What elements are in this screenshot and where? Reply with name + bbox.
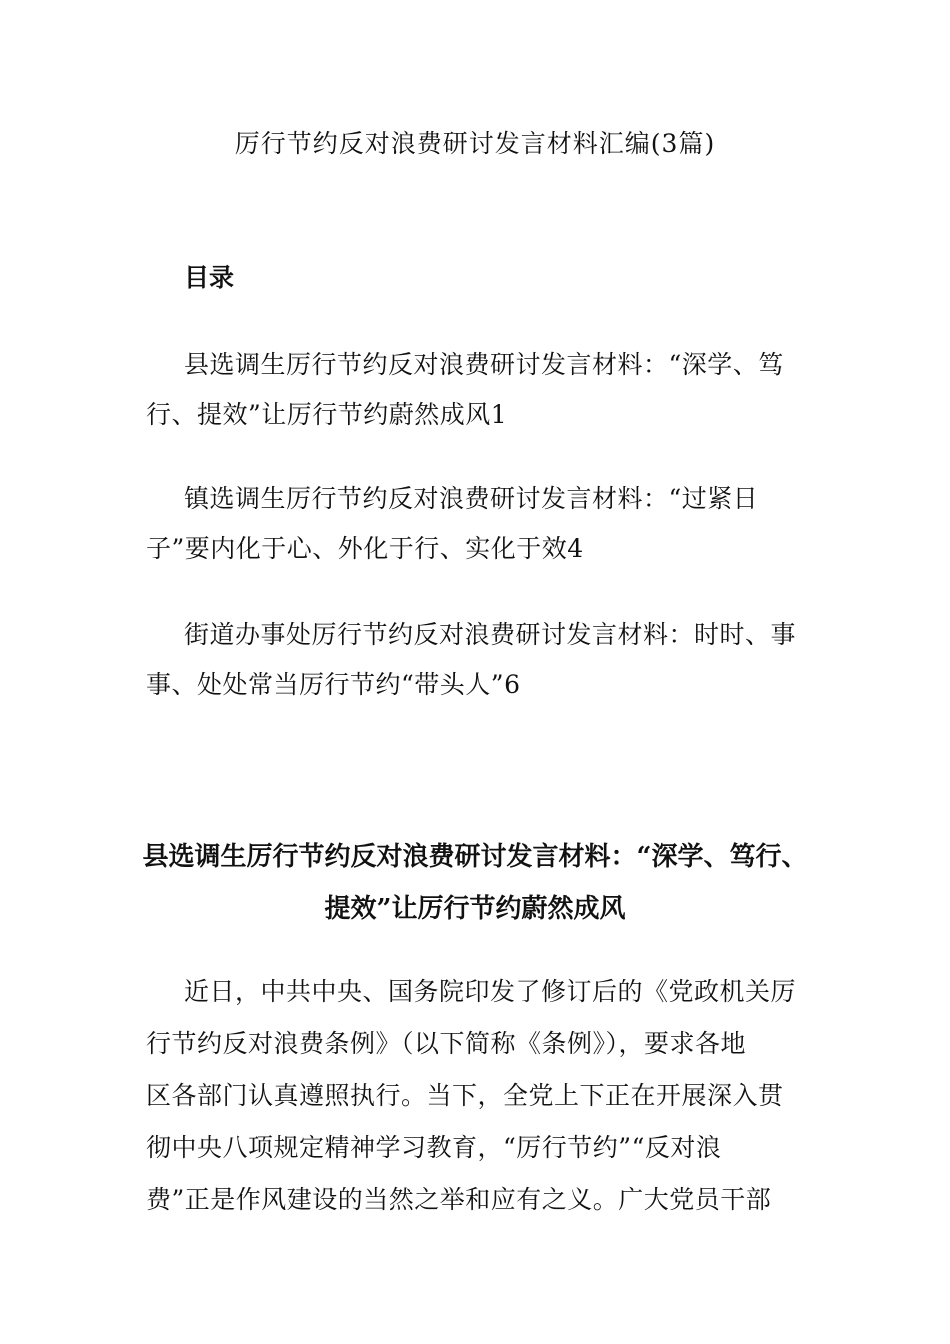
document-title: 厉行节约反对浪费研讨发言材料汇编(3篇) — [234, 129, 716, 158]
paragraph-line: 区各部门认真遵照执行。当下，全党上下正在开展深入贯 — [146, 1081, 784, 1110]
paragraph-line: 彻中央八项规定精神学习教育，“厉行节约”“反对浪 — [146, 1133, 722, 1162]
toc-entry-3[interactable] — [146, 610, 806, 710]
toc-entry-line: 街道办事处厉行节约反对浪费研讨发言材料：时时、事 — [184, 620, 797, 649]
section-title — [0, 831, 950, 935]
toc-entry-1[interactable] — [146, 340, 806, 440]
toc-heading: 目录 — [184, 263, 235, 292]
section-title-line: 县选调生厉行节约反对浪费研讨发言材料：“深学、笃行、 — [142, 842, 808, 872]
body-paragraph — [146, 966, 806, 1226]
toc-entry-line: 县选调生厉行节约反对浪费研讨发言材料：“深学、笃 — [184, 350, 784, 379]
toc-entry-line: 镇选调生厉行节约反对浪费研讨发言材料：“过紧日 — [184, 484, 759, 513]
section-title-line: 提效”让厉行节约蔚然成风 — [324, 894, 626, 924]
toc-entry-2[interactable] — [146, 474, 806, 574]
toc-entry-line: 行、提效”让厉行节约蔚然成风1 — [146, 400, 508, 429]
paragraph-line: 费”正是作风建设的当然之举和应有之义。广大党员干部 — [146, 1185, 772, 1214]
toc-entry-line: 事、处处常当厉行节约“带头人”6 — [146, 670, 521, 699]
paragraph-line: 行节约反对浪费条例》（以下简称《条例》），要求各地 — [146, 1029, 747, 1058]
paragraph-line: 近日，中共中央、国务院印发了修订后的《党政机关厉 — [184, 977, 797, 1006]
toc-entry-line: 子”要内化于心、外化于行、实化于效4 — [146, 534, 584, 563]
